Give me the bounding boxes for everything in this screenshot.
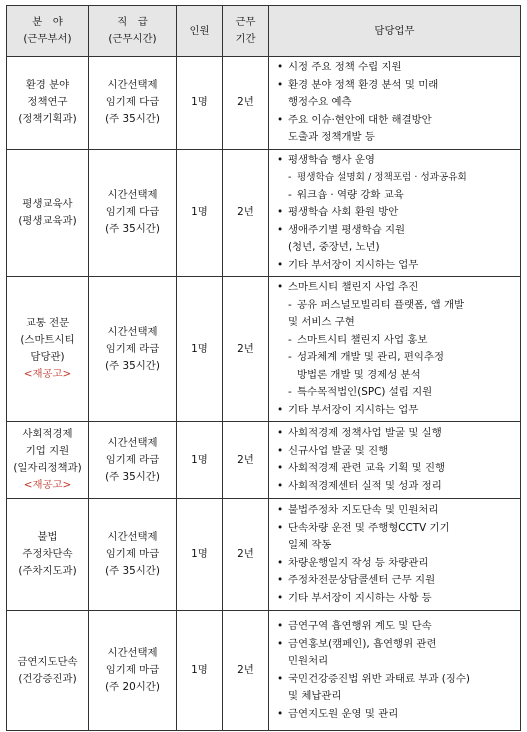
duty-item: 행정수요 예측 <box>288 96 352 108</box>
duty-item: • 시정 주요 정책 수립 지원 <box>277 59 516 77</box>
field-line: 금연지도단속 <box>17 655 78 668</box>
field-cell <box>7 149 89 277</box>
grade-line: 임기제 다급 <box>105 96 160 109</box>
header-duties: 담당업무 <box>269 6 521 57</box>
table-row <box>7 611 521 731</box>
headcount-cell: 1명 <box>177 422 223 499</box>
field-line: (스마트시티 <box>20 334 75 346</box>
duties-cell <box>269 422 521 499</box>
period-cell: 2년 <box>223 57 269 150</box>
duty-item: • 금연지도원 운영 및 관리 <box>277 706 516 724</box>
field-line: (일자리정책과) <box>13 462 82 474</box>
field-line: 불법 <box>37 531 58 543</box>
duty-item: 및 체납관리 <box>288 690 342 702</box>
duty-item: 도출과 정책개발 등 <box>288 131 375 143</box>
duty-item: • 금연홍보(캠페인), 흡연행위 관련 <box>277 636 516 654</box>
duty-item: • 주요 이슈·현안에 대한 해결방안 <box>277 112 516 130</box>
field-line: 교통 전문 <box>25 317 70 329</box>
header-headcount: 인원 <box>177 6 223 57</box>
period-cell: 2년 <box>223 611 269 731</box>
grade-line: (주 35시간) <box>105 470 160 483</box>
field-line: 정책연구 <box>27 96 68 109</box>
table-row <box>7 499 521 611</box>
recruitment-table <box>6 5 521 731</box>
headcount-cell: 1명 <box>177 277 223 422</box>
duty-item: • 기타 부서장이 지시하는 업무 <box>277 402 516 420</box>
header-grade-title: 직 급 <box>117 16 148 28</box>
header-field <box>7 6 89 57</box>
header-period-line2: 기간 <box>235 33 256 45</box>
field-line: 환경 분야 <box>25 79 70 92</box>
table-row <box>7 149 521 277</box>
field-line: (건강증진과) <box>18 672 77 685</box>
grade-line: (주 20시간) <box>105 681 160 693</box>
grade-cell <box>89 57 177 150</box>
duty-item: • 금연구역 흡연행위 계도 및 단속 <box>277 618 516 636</box>
duty-item: • 기타 부서장이 지시하는 업무 <box>277 257 516 275</box>
field-line: (정책기획과) <box>18 113 77 126</box>
duty-item: - 특수목적법인(SPC) 설립 지원 <box>277 384 516 402</box>
grade-line: 시간선택제 <box>107 647 158 659</box>
period-cell: 2년 <box>223 277 269 422</box>
period-cell: 2년 <box>223 149 269 277</box>
duties-cell <box>269 611 521 731</box>
duty-item: 및 서비스 구현 <box>288 316 355 328</box>
grade-line: 임기제 라급 <box>105 342 160 355</box>
field-cell <box>7 57 89 150</box>
duty-item: • 생애주기별 평생학습 지원 <box>277 222 516 240</box>
table-header-row <box>7 6 521 57</box>
grade-line: 임기제 마급 <box>105 664 160 676</box>
duty-item: • 사회적경제 관련 교육 기획 및 진행 <box>277 460 516 478</box>
grade-line: 임기제 라급 <box>105 453 160 466</box>
grade-line: 시간선택제 <box>107 531 158 543</box>
header-grade <box>89 6 177 57</box>
grade-cell <box>89 422 177 499</box>
grade-cell <box>89 149 177 277</box>
field-cell <box>7 422 89 499</box>
duty-item: • 평생학습 행사 운영 <box>277 152 516 170</box>
field-line: (평생교육과) <box>18 214 77 227</box>
header-field-title: 분 야 <box>32 16 63 28</box>
duty-item: • 신규사업 발굴 및 진행 <box>277 443 516 461</box>
grade-line: (주 35시간) <box>105 565 160 577</box>
duties-list <box>277 152 516 275</box>
field-line: 기업 지원 <box>25 445 70 457</box>
duty-item: • 평생학습 사회 환원 방안 <box>277 204 516 222</box>
duty-item: - 워크숍 · 역량 강화 교육 <box>277 187 516 205</box>
header-period-line1: 근무 <box>235 16 256 28</box>
duty-item: 일체 작동 <box>288 539 332 551</box>
field-cell <box>7 499 89 611</box>
period-cell: 2년 <box>223 499 269 611</box>
duty-item: • 불법주정차 지도단속 및 민원처리 <box>277 502 516 520</box>
grade-cell <box>89 499 177 611</box>
duties-cell <box>269 499 521 611</box>
duty-item: • 단속차량 운전 및 주행형CCTV 기기 <box>277 520 516 538</box>
grade-cell <box>89 611 177 731</box>
duties-list <box>277 618 516 723</box>
duty-item: • 스마트시티 챌린지 사업 추진 <box>277 279 516 297</box>
duty-item: (청년, 중장년, 노년) <box>288 241 380 253</box>
table-row <box>7 277 521 422</box>
table-row <box>7 57 521 150</box>
table-row <box>7 422 521 499</box>
grade-line: 시간선택제 <box>107 325 158 338</box>
field-line: (주차지도과) <box>18 565 77 577</box>
field-line: 담당관) <box>30 351 65 363</box>
duties-list <box>277 279 516 419</box>
duty-item: - 공유 퍼스널모빌리티 플랫폼, 앱 개발 <box>277 297 516 315</box>
header-field-sub: (근무부서) <box>23 33 72 45</box>
duties-list <box>277 502 516 607</box>
table-body <box>7 57 521 731</box>
duty-item: - 스마트시티 챌린지 사업 홍보 <box>277 332 516 350</box>
period-cell: 2년 <box>223 422 269 499</box>
duties-list <box>277 59 516 147</box>
repost-badge: <재공고> <box>23 479 72 491</box>
grade-line: (주 35시간) <box>105 223 160 236</box>
grade-line: (주 35시간) <box>105 359 160 372</box>
field-line: 평생교육사 <box>22 197 73 210</box>
field-cell <box>7 277 89 422</box>
headcount-cell: 1명 <box>177 611 223 731</box>
header-period <box>223 6 269 57</box>
field-line: 주정차단속 <box>22 548 73 560</box>
duties-list <box>277 425 516 495</box>
duty-item: • 국민건강증진법 위반 과태료 부과 (징수) <box>277 671 516 689</box>
duty-item: - 평생학습 설명회 / 정책포럼 · 성과공유회 <box>277 169 516 187</box>
duty-item: • 주정차전문상담콜센터 근무 지원 <box>277 572 516 590</box>
grade-line: 시간선택제 <box>107 79 158 92</box>
duty-item: • 사회적경제 정책사업 발굴 및 실행 <box>277 425 516 443</box>
grade-line: 시간선택제 <box>107 189 158 202</box>
header-grade-sub: (근무시간) <box>108 33 157 45</box>
duty-item: - 성과체계 개발 및 관리, 편익추정 <box>277 349 516 367</box>
headcount-cell: 1명 <box>177 57 223 150</box>
grade-line: 임기제 마급 <box>105 548 160 560</box>
grade-line: (주 35시간) <box>105 113 160 126</box>
headcount-cell: 1명 <box>177 499 223 611</box>
grade-line: 임기제 다급 <box>105 206 160 219</box>
grade-line: 시간선택제 <box>107 436 158 449</box>
field-cell <box>7 611 89 731</box>
duty-item: • 기타 부서장이 지시하는 사항 등 <box>277 590 516 608</box>
grade-cell <box>89 277 177 422</box>
duties-cell <box>269 277 521 422</box>
repost-badge: <재공고> <box>23 368 72 380</box>
duties-cell <box>269 149 521 277</box>
duty-item: • 차량운행일지 작성 등 차량관리 <box>277 555 516 573</box>
field-line: 사회적경제 <box>22 428 73 440</box>
duty-item: 방법론 개발 및 경제성 분석 <box>297 368 421 381</box>
duty-item: • 환경 분야 정책 환경 분석 및 미래 <box>277 77 516 95</box>
duty-item: 민원처리 <box>288 655 329 667</box>
duties-cell <box>269 57 521 150</box>
duty-item: • 사회적경제센터 실적 및 성과 정리 <box>277 478 516 496</box>
headcount-cell: 1명 <box>177 149 223 277</box>
